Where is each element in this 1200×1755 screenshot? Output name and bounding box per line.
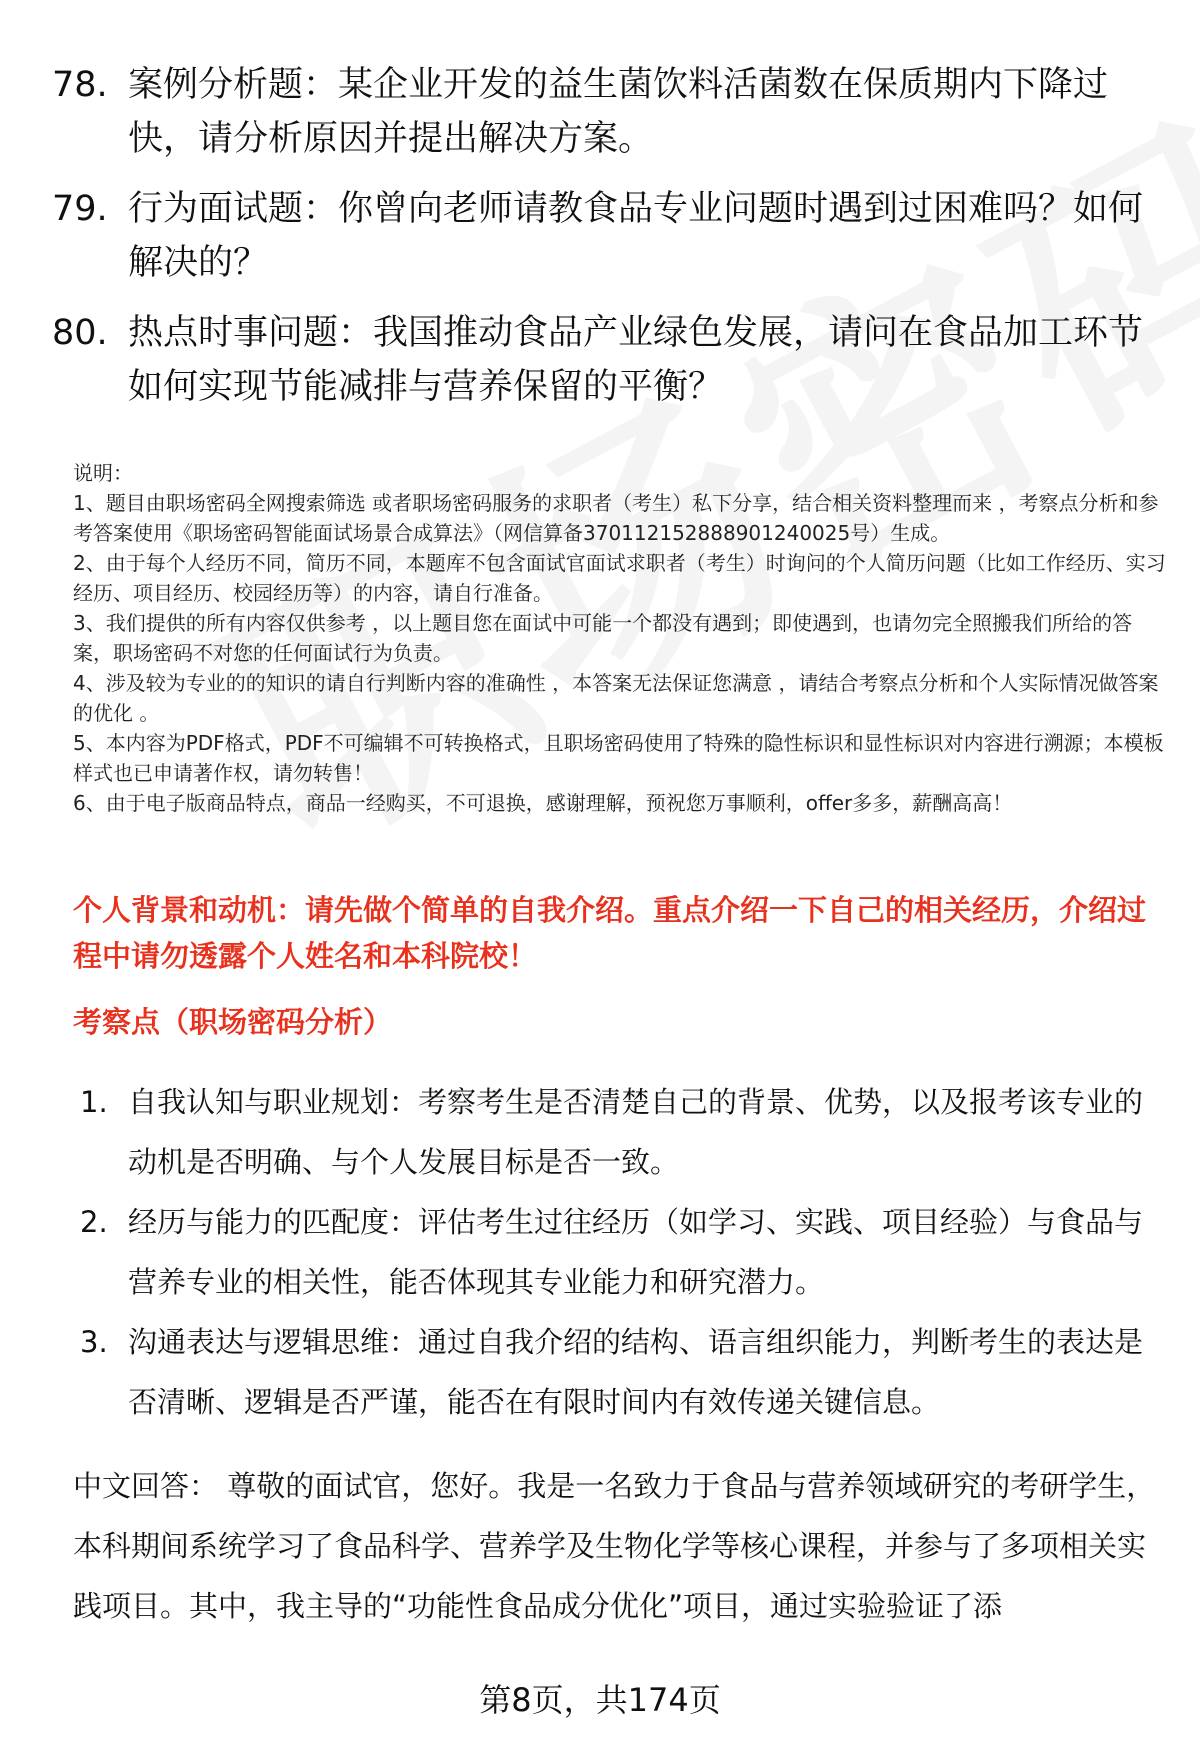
question-number: 78. xyxy=(52,65,108,105)
notes-title: 说明： xyxy=(73,461,133,485)
focus-point-number: 1. xyxy=(80,1085,108,1119)
note-item: 5、本内容为PDF格式，PDF不可编辑不可转换格式，且职场密码使用了特殊的隐性标识和显性标识对内容进行溯源；本模板样式也已申请著作权，请勿转售！ xyxy=(73,731,1164,785)
question-item xyxy=(52,58,1162,166)
question-list xyxy=(52,58,1162,430)
focus-point-text: 自我认知与职业规划：考察考生是否清楚自己的背景、优势，以及报考该专业的动机是否明确、与个人发展目标是否一致。 xyxy=(128,1085,1144,1179)
focus-point-number: 3. xyxy=(80,1325,108,1359)
note-item: 2、由于每个人经历不同，简历不同，本题库不包含面试官面试求职者（考生）时询问的个人简历问题（比如工作经历、实习经历、项目经历、校园经历等）的内容，请自行准备。 xyxy=(73,551,1166,605)
note-item: 4、涉及较为专业的的知识的请自行判断内容的准确性 ，本答案无法保证您满意 ，请结合考察点分析和个人实际情况做答案的优化 。 xyxy=(73,671,1159,725)
focus-point-number: 2. xyxy=(80,1205,108,1239)
focus-point xyxy=(80,1192,1170,1312)
question-number: 80. xyxy=(52,313,108,353)
question-item xyxy=(52,182,1162,290)
note-item: 3、我们提供的所有内容仅供参考 ，以上题目您在面试中可能一个都没有遇到；即使遇到，也请勿完全照搬我们所给的答案，职场密码不对您的任何面试行为负责。 xyxy=(73,611,1133,665)
focus-point-text: 经历与能力的匹配度：评估考生过往经历（如学习、实践、项目经验）与食品与营养专业的相关性，能否体现其专业能力和研究潜力。 xyxy=(128,1205,1144,1299)
note-item: 1、题目由职场密码全网搜索筛选 或者职场密码服务的求职者（考生）私下分享，结合相关资料整理而来 ，考察点分析和参考答案使用《职场密码智能面试场景合成算法》（网信算备370112152888901240025号）生成。 xyxy=(73,491,1159,545)
answer-paragraph: 中文回答： 尊敬的面试官，您好。我是一名致力于食品与营养领域研究的考研学生，本科期间系统学习了食品科学、营养学及生物化学等核心课程，并参与了多项相关实践项目。其中，我主导的“功能性食品成分优化”项目，通过实验验证了添 xyxy=(73,1469,1156,1623)
focus-point-text: 沟通表达与逻辑思维：通过自我介绍的结构、语言组织能力，判断考生的表达是否清晰、逻辑是否严谨，能否在有限时间内有效传递关键信息。 xyxy=(128,1325,1144,1419)
focus-point xyxy=(80,1312,1170,1432)
focus-points-list xyxy=(80,1072,1170,1432)
note-item: 6、由于电子版商品特点，商品一经购买，不可退换，感谢理解，预祝您万事顺利，offer多多，薪酬高高！ xyxy=(73,791,1013,815)
question-text: 行为面试题：你曾向老师请教食品专业问题时遇到过困难吗？如何解决的？ xyxy=(128,189,1144,283)
question-item xyxy=(52,306,1162,414)
notes-section xyxy=(73,458,1168,818)
focus-points-title: 考察点（职场密码分析） xyxy=(73,1005,393,1039)
question-number: 79. xyxy=(52,189,108,229)
intro-question-heading: 个人背景和动机：请先做个简单的自我介绍。重点介绍一下自己的相关经历，介绍过程中请勿透露个人姓名和本科院校！ xyxy=(73,893,1147,973)
focus-point xyxy=(80,1072,1170,1192)
page-number: 第8页，共174页 xyxy=(479,1681,721,1719)
question-text: 案例分析题：某企业开发的益生菌饮料活菌数在保质期内下降过快，请分析原因并提出解决方案。 xyxy=(128,65,1109,159)
question-text: 热点时事问题：我国推动食品产业绿色发展，请问在食品加工环节如何实现节能减排与营养保留的平衡？ xyxy=(128,313,1144,407)
